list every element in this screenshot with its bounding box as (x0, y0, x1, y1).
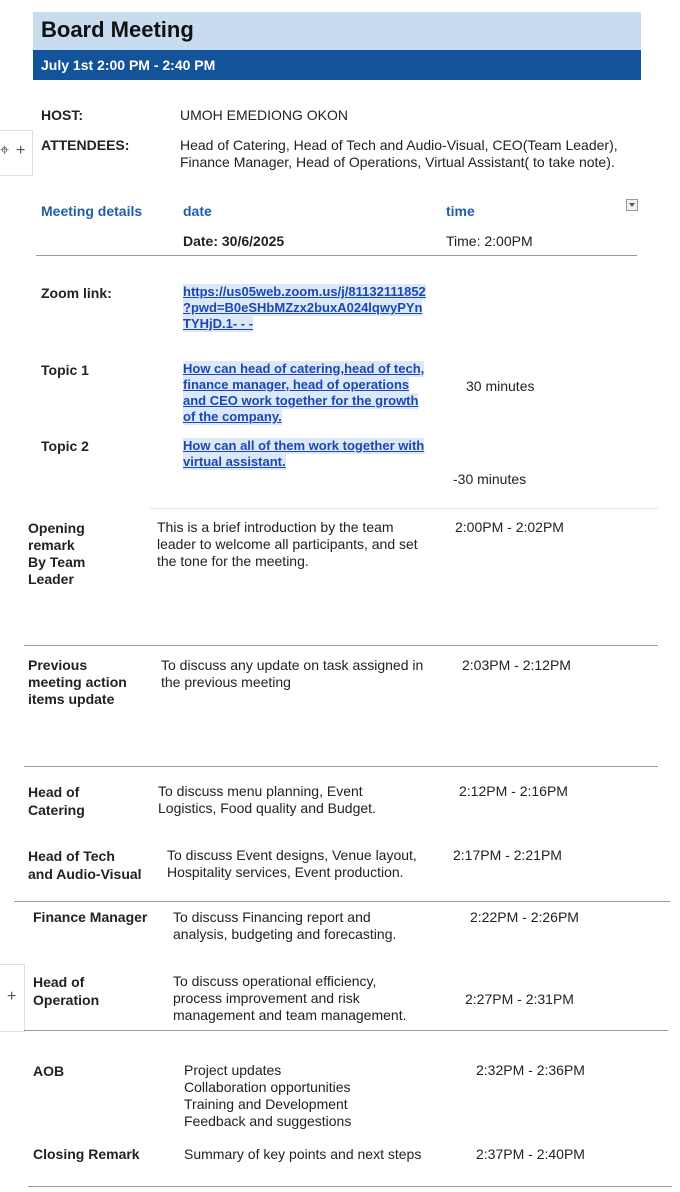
divider (24, 645, 658, 646)
agenda-desc-finance (173, 909, 396, 943)
drag-handle-icon[interactable]: ⌖ (0, 142, 10, 159)
desc-line: To discuss Event designs, Venue layout, (167, 847, 417, 863)
desc-line: Hospitality services, Event production. (167, 864, 404, 880)
desc-line: To discuss operational efficiency, (173, 973, 377, 989)
agenda-time-aob: 2:32PM - 2:36PM (476, 1062, 585, 1078)
attendees-line-2: Finance Manager, Head of Operations, Virtual Assistant( to take note). (180, 154, 615, 170)
time-column-header: time (446, 203, 475, 219)
divider (24, 1030, 668, 1031)
agenda-title-line: remark (28, 537, 75, 553)
topic-1-line-2[interactable]: finance manager, head of operations (183, 377, 410, 392)
agenda-time-operation: 2:27PM - 2:31PM (465, 991, 574, 1007)
agenda-item-catering (28, 783, 85, 819)
agenda-title-line: Previous (28, 657, 88, 673)
desc-line: To discuss any update on task assigned in (161, 657, 424, 673)
attendees-line-1: Head of Catering, Head of Tech and Audio-Visual, CEO(Team Leader), (180, 137, 618, 153)
agenda-title-line: Opening (28, 520, 85, 536)
agenda-desc-previous (161, 657, 423, 691)
agenda-title-line: Operation (33, 992, 100, 1008)
divider (28, 1186, 672, 1187)
agenda-time-previous: 2:03PM - 2:12PM (462, 657, 571, 673)
zoom-link-line-3[interactable]: TYHjD.1- - - (183, 316, 254, 331)
desc-line: Project updates (184, 1062, 282, 1078)
divider (14, 901, 670, 902)
topic-1-duration: 30 minutes (466, 378, 535, 394)
agenda-title-line: Head of Tech (28, 848, 115, 864)
desc-line: management and team management. (173, 1007, 407, 1023)
attendees-label: ATTENDEES: (41, 137, 130, 153)
agenda-title-line: and Audio-Visual (28, 866, 142, 882)
desc-line: the previous meeting (161, 674, 291, 690)
agenda-item-closing: Closing Remark (33, 1146, 140, 1162)
host-value: UMOH EMEDIONG OKON (180, 107, 349, 123)
zoom-link-line-1[interactable]: https://us05web.zoom.us/j/81132111852 (183, 284, 426, 299)
meeting-date-time: July 1st 2:00 PM - 2:40 PM (41, 57, 216, 73)
topic-2-label: Topic 2 (41, 438, 89, 454)
meeting-details-label: Meeting details (41, 203, 143, 219)
dropdown-arrow-icon[interactable] (626, 199, 638, 211)
agenda-title-line: Catering (28, 802, 85, 818)
desc-line: This is a brief introduction by the team (157, 519, 394, 535)
agenda-desc-tech (167, 847, 417, 881)
agenda-title-line: items update (28, 691, 115, 707)
desc-line: Feedback and suggestions (184, 1113, 352, 1129)
divider (150, 508, 658, 509)
desc-line: To discuss Financing report and (173, 909, 371, 925)
agenda-desc-aob (184, 1062, 351, 1130)
topic-2-line-1[interactable]: How can all of them work together with (183, 438, 425, 453)
agenda-time-closing: 2:37PM - 2:40PM (476, 1146, 585, 1162)
agenda-item-aob: AOB (33, 1063, 65, 1079)
host-label: HOST: (41, 107, 83, 123)
topic-1-label: Topic 1 (41, 362, 89, 378)
add-block-icon[interactable]: + (7, 988, 17, 1005)
agenda-desc-catering (158, 783, 376, 817)
desc-line: analysis, budgeting and forecasting. (173, 926, 397, 942)
agenda-item-opening (28, 520, 85, 588)
agenda-item-previous (28, 657, 127, 708)
agenda-time-finance: 2:22PM - 2:26PM (470, 909, 579, 925)
agenda-time-tech: 2:17PM - 2:21PM (453, 847, 562, 863)
agenda-time-catering: 2:12PM - 2:16PM (459, 783, 568, 799)
topic-2-line-2[interactable]: virtual assistant. (183, 454, 286, 469)
agenda-title-line: meeting action (28, 674, 127, 690)
page-title: Board Meeting (41, 17, 194, 42)
desc-line: Collaboration opportunities (184, 1079, 351, 1095)
divider (24, 766, 658, 767)
agenda-item-operation (33, 973, 99, 1009)
agenda-item-tech (28, 847, 142, 883)
desc-line: To discuss menu planning, Event (158, 783, 363, 799)
desc-line: Logistics, Food quality and Budget. (158, 800, 376, 816)
divider (36, 255, 637, 256)
date-value: Date: 30/6/2025 (183, 233, 285, 249)
desc-line: leader to welcome all participants, and set (157, 536, 418, 552)
agenda-time-opening: 2:00PM - 2:02PM (455, 519, 564, 535)
agenda-title-line: By Team (28, 554, 86, 570)
agenda-desc-closing: Summary of key points and next steps (184, 1146, 422, 1162)
desc-line: the tone for the meeting. (157, 553, 309, 569)
topic-1-line-4[interactable]: of the company. (183, 409, 282, 424)
time-value: Time: 2:00PM (446, 233, 533, 249)
desc-line: process improvement and risk (173, 990, 360, 1006)
agenda-title-line: Head of (28, 784, 80, 800)
agenda-desc-opening (157, 519, 418, 570)
agenda-desc-operation (173, 973, 406, 1024)
agenda-title-line: Head of (33, 974, 85, 990)
zoom-link-label: Zoom link: (41, 285, 112, 301)
agenda-title-line: Leader (28, 571, 74, 587)
agenda-item-finance: Finance Manager (33, 909, 148, 925)
add-block-icon[interactable]: + (16, 142, 26, 159)
topic-1-line-3[interactable]: and CEO work together for the growth (183, 393, 419, 408)
date-column-header: date (183, 203, 212, 219)
desc-line: Training and Development (184, 1096, 348, 1112)
topic-1-line-1[interactable]: How can head of catering,head of tech, (183, 361, 425, 376)
topic-2-duration: -30 minutes (453, 471, 527, 487)
zoom-link-line-2[interactable]: ?pwd=B0eSHbMZzx2buxA024lqwyPYn (183, 300, 423, 315)
